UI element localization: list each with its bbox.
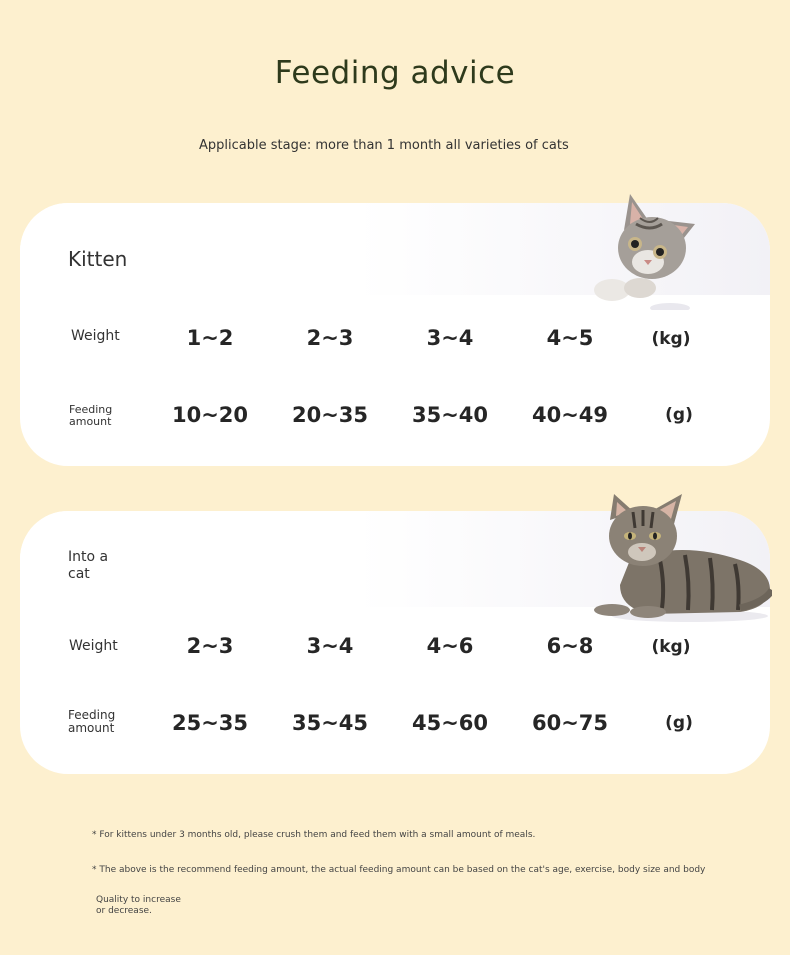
kitten-weight-value: 1~2 [186, 326, 234, 350]
adult-feeding-value: 35~45 [291, 711, 369, 735]
kitten-feeding-value: 40~49 [531, 403, 609, 427]
note-recommend-amount: * The above is the recommend feeding amount, the actual feeding amount can be based on the cat's age, exercise, body size and body [92, 865, 706, 875]
adult-card-title: Into a cat [68, 549, 109, 582]
note-kitten-crush: * For kittens under 3 months old, please crush them and feed them with a small amount of meals. [92, 830, 536, 840]
adult-weight-value: 2~3 [186, 634, 234, 658]
adult-weight-value: 6~8 [546, 634, 594, 658]
kitten-feeding-unit: (g) [665, 405, 693, 425]
note-quality: Quality to increase or decrease. [96, 895, 181, 916]
adult-feeding-value: 60~75 [531, 711, 609, 735]
kitten-weight-unit: (kg) [651, 329, 691, 349]
kitten-feeding-value: 35~40 [411, 403, 489, 427]
adult-feeding-value: 25~35 [171, 711, 249, 735]
adult-feeding-value: 45~60 [411, 711, 489, 735]
page-title: Feeding advice [274, 55, 516, 91]
kitten-feeding-value: 10~20 [171, 403, 249, 427]
adult-weight-label: Weight [69, 638, 118, 654]
adult-weight-unit: (kg) [651, 637, 691, 657]
adult-cat-photo [590, 490, 772, 625]
kitten-weight-label: Weight [71, 328, 120, 344]
kitten-feeding-label: Feeding amount [69, 403, 113, 428]
kitten-weight-value: 3~4 [426, 326, 474, 350]
adult-feeding-unit: (g) [665, 713, 693, 733]
adult-feeding-label: Feeding amount [68, 708, 116, 735]
page-subtitle: Applicable stage: more than 1 month all varieties of cats [199, 138, 569, 153]
kitten-feeding-value: 20~35 [291, 403, 369, 427]
kitten-weight-value: 2~3 [306, 326, 354, 350]
adult-weight-value: 3~4 [306, 634, 354, 658]
adult-weight-value: 4~6 [426, 634, 474, 658]
kitten-photo [590, 190, 705, 310]
kitten-card-title: Kitten [68, 247, 128, 271]
kitten-weight-value: 4~5 [546, 326, 594, 350]
